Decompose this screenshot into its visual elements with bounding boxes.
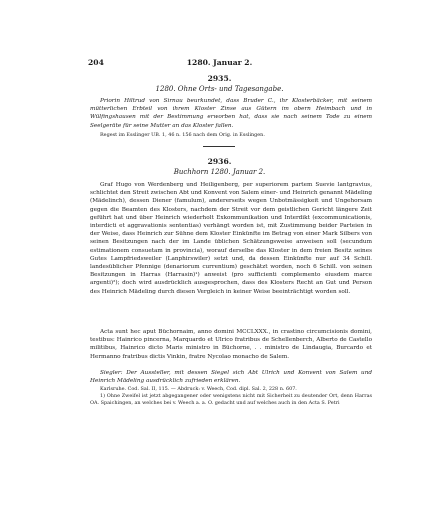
doc-number-2936: 2936. xyxy=(207,157,232,166)
doc-number-2935: 2935. xyxy=(207,74,232,83)
footnote-1: 1) Ohne Zweifel ist jetzt abgegangener oder wenigstens nicht mit Sicherheit zu deutender Ort, denn Harras OA. Spaichingen, an welches bei v. Weech a. a. O. gedacht und auf welches auch in den Acta S. Petri xyxy=(90,393,372,406)
doc-dateline-2935: 1280. Ohne Orts- und Tagesangabe. xyxy=(155,85,284,93)
doc-summary-2936: Graf Hugo von Werdenberg und Heiligenberg, per superiorem partem Suevie lantgravius, schlichtet den Streit zwischen Abt und Konvent von Salem einer- und Heinrich genannt Mädeling (Mädelinch), dessen Diener (famulum), andererseits wegen Unbotmässigkeit und Ungehorsam gegen die Beamten des Klosters, nachdem der Streit vor dem geistlichen Gericht längere Zeit geführt hat und über Heinrich wiederholt Exkommunikation und Interdikt (excommunicationis, interdicti et aggravationis sententias) verhängt worden ist, mit Zustimmung beider Parteien in der Weise, dass Heinrich zur Sühne dem Kloster Einkünfte im Betrag von einer Mark Silbers von seinen Besitzungen nach der im Lande üblichen Schätzungsweise anweisen soll (secundum estimationem consuetam in provincia), worauf derselbe das Kloster in dem freien Besitz seines Gutes Lampfriedsweiler (Lanphirswiler) setzt und, da dessen Einkünfte nur auf 34 Schill. landesüblicher Pfennige (denariorum currentium) geschätzt worden, noch 6 Schill. von seinen Besitzungen in Harras (Harrasin)¹) anweist (pro sufficienti complemento eiusdem marce argenti)²); doch wird ausdrücklich ausgesprochen, dass des Klosters Recht an Gut und Person des Heinrich Mädeling durch diesen Vergleich in keiner Weise beeinträchtigt worden soll. xyxy=(90,182,372,295)
section-divider xyxy=(203,146,235,147)
running-header xyxy=(0,58,439,70)
doc-body-2935: Priorin Hiltrud von Sirnau beurkundet, dass Bruder C., ihr Klosterbäcker, mit seinem mütterlichen Erbteil von ihrem Kloster Zinse aus Gütern im obern Heimbach und in Wülfingshausen mit der Bestimmung erworben hat, dass sie nach seinem Tode zu einem Seelgeräte für seine Mutter an das Kloster fallen. xyxy=(90,98,372,129)
doc-dateline-2936: Buchhorn 1280. Januar 2. xyxy=(173,168,266,176)
header-title: 1280. Januar 2. xyxy=(186,58,253,67)
page-number: 204 xyxy=(88,58,104,67)
doc-sealing-2936: Siegler: Der Aussteller, mit dessen Siegel sich Abt Ulrich und Konvent von Salem und Heinrich Mädeling ausdrücklich zufrieden erklären. xyxy=(90,370,372,385)
doc-witness-list-2936: Acta sunt hec aput Büchornaim, anno domini MCCLXXX., in crastino circumcisionis domini, testibus: Hainrico pincerna, Marquardo et Ulrico fratribus de Schellenberch, Alberto de Castello militibus, Hainrico dicto Maris ministro in Büchorne, . . ministro de Lindaugia, Burcardo et Hermanno fratribus dictis Vinkin, fratre Nycolao monacho de Salem. xyxy=(90,329,372,360)
doc-source-2936: Karlsruhe. Cod. Sal. II, 115. — Abdruck: v. Weech, Cod. dipl. Sal. 2, 228 n. 607. xyxy=(100,386,297,392)
doc-regest-2935: Regest im Esslinger UB. 1, 46 n. 156 nach dem Orig. in Esslingen. xyxy=(100,132,265,138)
